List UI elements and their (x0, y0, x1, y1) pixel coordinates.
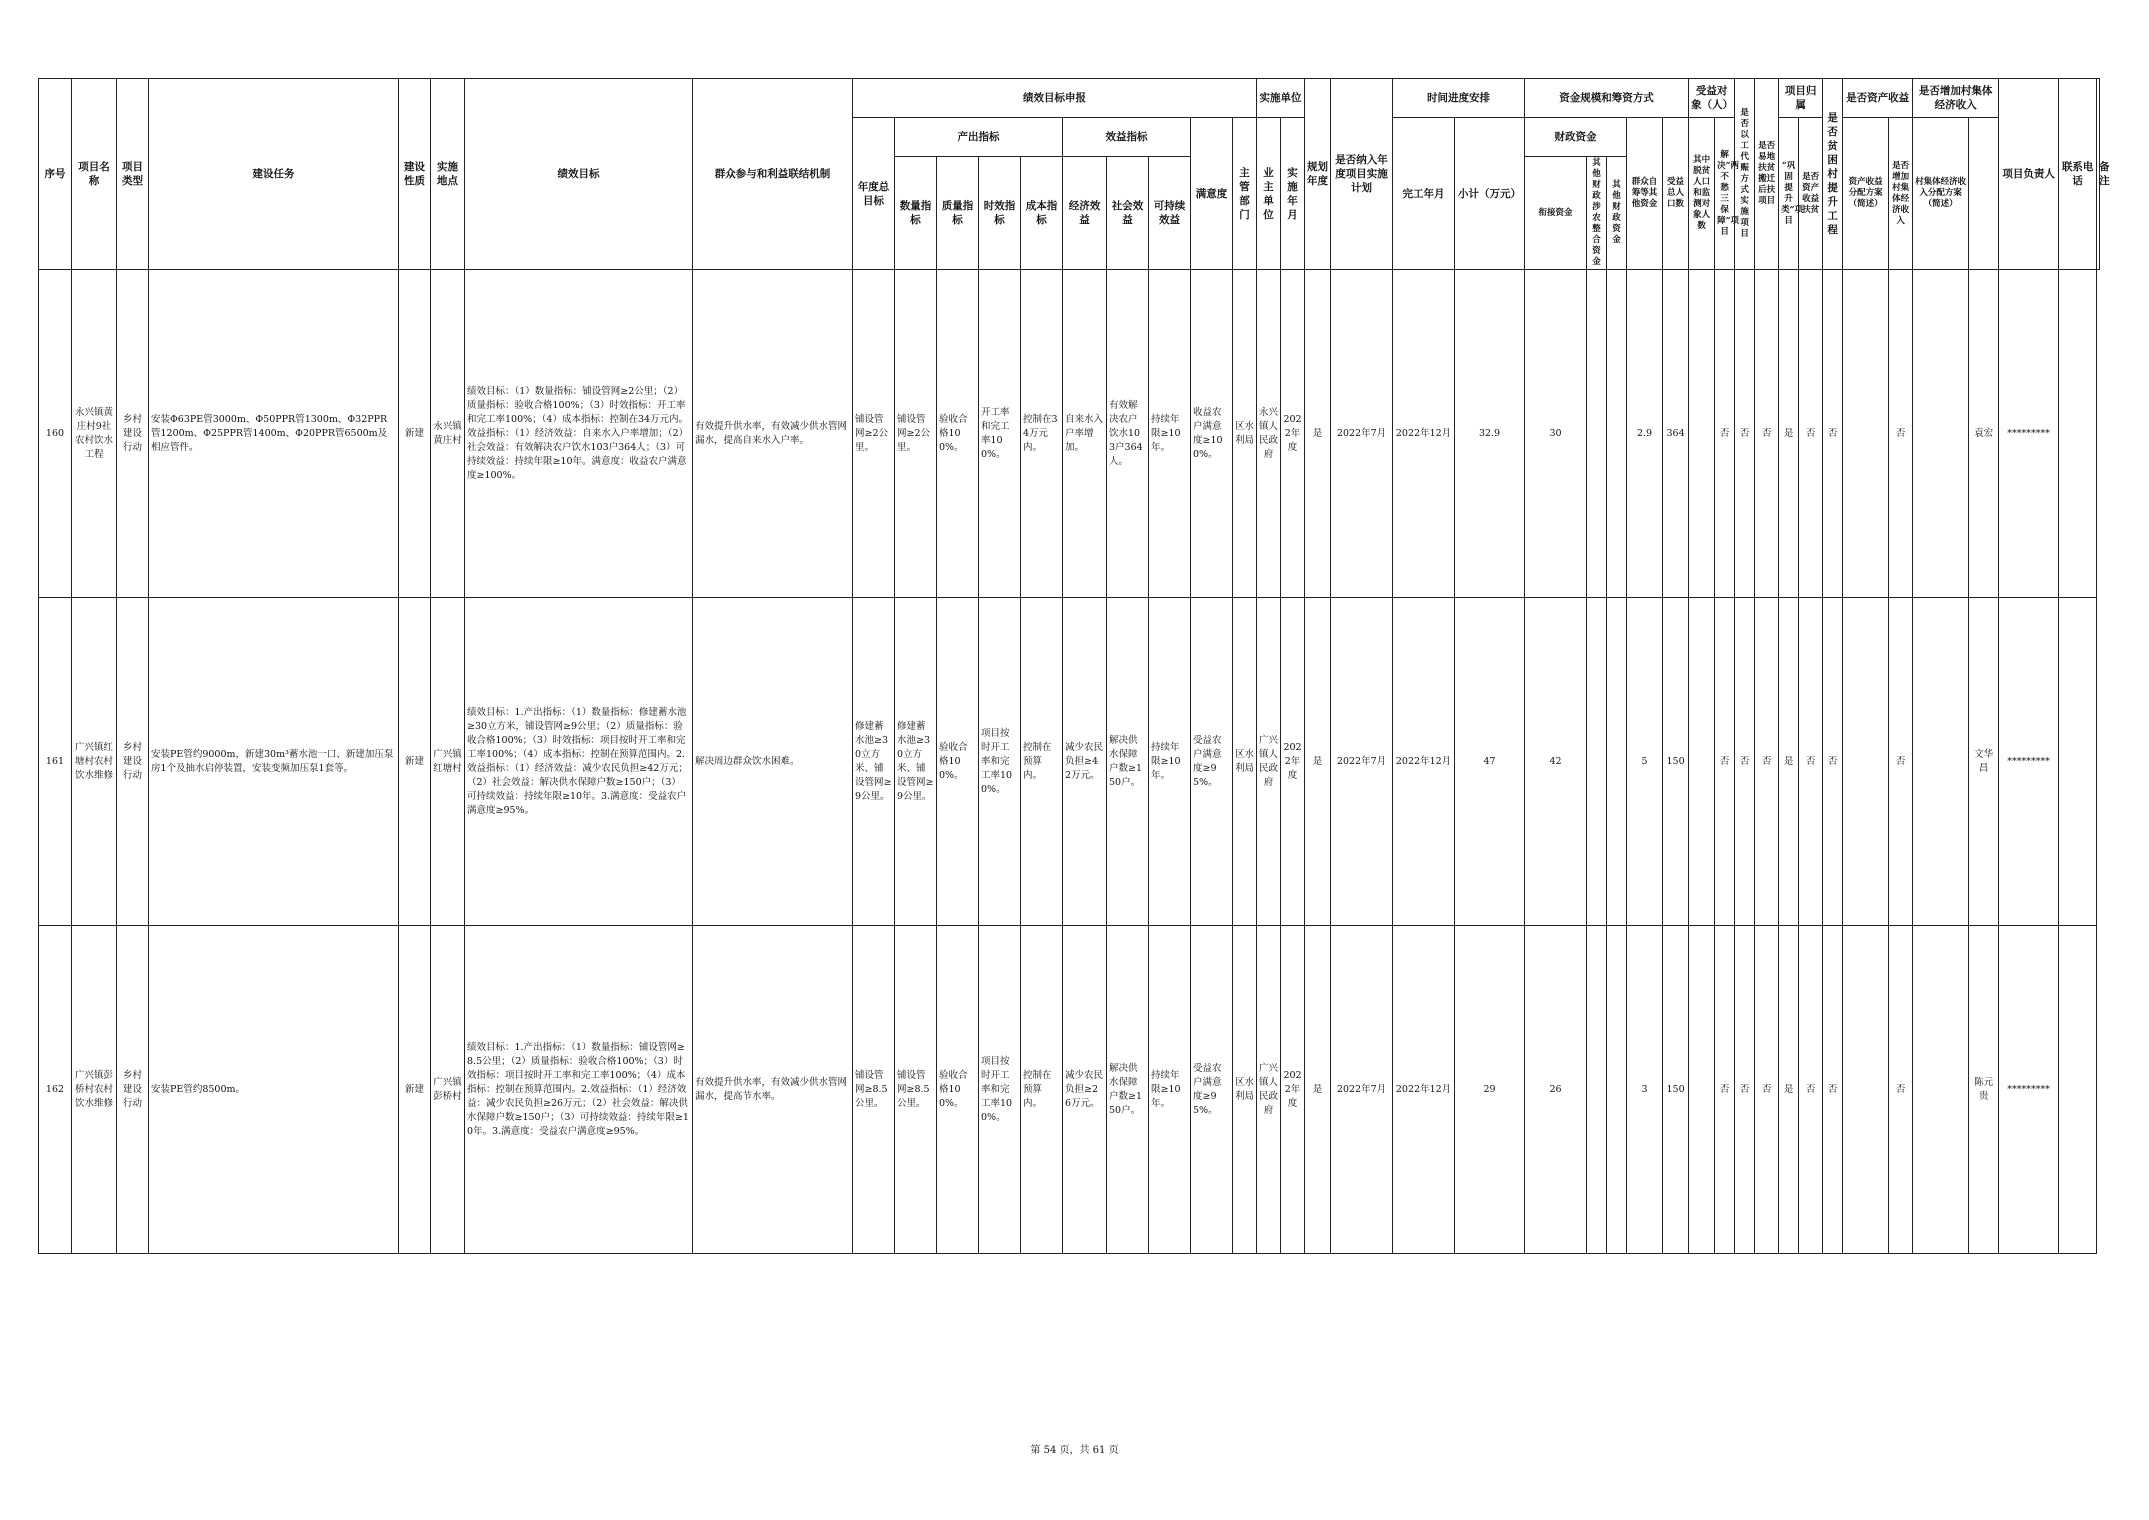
col-owner: 业主单位 (1257, 118, 1281, 270)
cell-location: 广兴镇红塘村 (431, 598, 465, 926)
cell-village-plan (1913, 598, 1969, 926)
cell-asset-plan (1843, 926, 1889, 1254)
cell-start: 2022年7月 (1331, 598, 1393, 926)
col-consolidate: “巩固提升类”项目 (1779, 118, 1799, 270)
col-perf-target: 绩效目标 (465, 79, 693, 270)
cell-two-no-worry: 否 (1755, 598, 1779, 926)
col-timeliness: 时效指标 (979, 157, 1021, 270)
group-village-income: 是否增加村集体经济收入 (1913, 79, 1999, 118)
cell-project-name: 广兴镇彭桥村农村饮水维修 (72, 926, 117, 1254)
col-other-fiscal: 其他财政资金 (1607, 157, 1627, 270)
cell-econ: 减少农民负担≥26万元。 (1063, 926, 1107, 1254)
cell-other-agri (1587, 598, 1607, 926)
cell-other-agri (1587, 926, 1607, 1254)
cell-work-relief: 否 (1715, 926, 1735, 1254)
col-finish: 完工年月 (1393, 118, 1455, 270)
cell-village-plan (1913, 270, 1969, 598)
col-relocation: 是否易地扶贫搬迁后扶项目 (1755, 79, 1779, 270)
cell-benef-monitor (1689, 270, 1715, 598)
cell-quality: 验收合格100%。 (937, 270, 979, 598)
cell-leader: 陈元贵 (1969, 926, 1999, 1254)
cell-phone: ********* (1999, 270, 2059, 598)
cell-start: 2022年7月 (1331, 926, 1393, 1254)
cell-econ: 减少农民负担≥42万元。 (1063, 598, 1107, 926)
col-location: 实施地点 (431, 79, 465, 270)
cell-perf-target: 绩效目标：1.产出指标：（1）数量指标：修建蓄水池≥30立方米，铺设管网≥9公里；（2）质量指标：验收合格100%；（3）时效指标：项目按时开工率和完工率100%；（4）成本指标：控制在预算范围内。2.效益指标：（1）经济效益：减少农民负担≥42万元；（2）社会效益：解决供水保障户数≥150户；（3）可持续效益：持续年限≥10年。3.满意度：受益农户满意度≥95%。 (465, 598, 693, 926)
cell-quality: 验收合格100%。 (937, 598, 979, 926)
cell-start: 2022年7月 (1331, 270, 1393, 598)
cell-benef-monitor (1689, 598, 1715, 926)
cell-timeliness: 项目按时开工率和完工率100%。 (979, 926, 1021, 1254)
col-annual-target: 年度总目标 (853, 118, 895, 270)
cell-sustain: 持续年限≥10年。 (1149, 926, 1191, 1254)
cell-relocation: 否 (1735, 598, 1755, 926)
col-two-no-worry: 解决“两不愁三保障”项目 (1715, 118, 1735, 270)
col-qty: 数量指标 (895, 157, 937, 270)
cell-benef-total: 364 (1663, 270, 1689, 598)
cell-cost: 控制在预算内。 (1021, 926, 1063, 1254)
cell-consolidate: 是 (1779, 270, 1799, 598)
cell-project-name: 永兴镇黄庄村9社农村饮水工程 (72, 270, 117, 598)
cell-work-relief: 否 (1715, 270, 1735, 598)
cell-asset-poverty: 否 (1823, 598, 1843, 926)
cell-relocation: 否 (1735, 270, 1755, 598)
cell-dept: 区水利局 (1233, 926, 1257, 1254)
cell-project-name: 广兴镇红塘村农村饮水维修 (72, 598, 117, 926)
cell-mechanism: 有效提升供水率，有效减少供水管网漏水，提高节水率。 (693, 926, 853, 1254)
cell-subtotal: 32.9 (1455, 270, 1525, 598)
col-sustain: 可持续效益 (1149, 157, 1191, 270)
cell-location: 广兴镇彭桥村 (431, 926, 465, 1254)
header-row-1 (39, 79, 2100, 118)
cell-qty: 铺设管网≥2公里。 (895, 270, 937, 598)
cell-mechanism: 有效提升供水率，有效减少供水管网漏水，提高自来水入户率。 (693, 270, 853, 598)
cell-seq: 162 (39, 926, 72, 1254)
col-asset-poverty: 是否资产收益扶贫 (1799, 118, 1823, 270)
cell-dept: 区水利局 (1233, 598, 1257, 926)
cell-village-plan (1913, 926, 1969, 1254)
col-work-relief: 是否以工代赈方式实施项目 (1735, 79, 1755, 270)
cell-connect-fund: 42 (1525, 598, 1587, 926)
cell-phone: ********* (1999, 926, 2059, 1254)
cell-sustain: 持续年限≥10年。 (1149, 270, 1191, 598)
cell-annual-target: 铺设管网≥2公里。 (853, 270, 895, 598)
col-in-plan: 是否纳入年度项目实施计划 (1331, 79, 1393, 270)
cell-mechanism: 解决周边群众饮水困难。 (693, 598, 853, 926)
cell-seq: 161 (39, 598, 72, 926)
cell-self-fund: 2.9 (1627, 270, 1663, 598)
cell-subtotal: 47 (1455, 598, 1525, 926)
cell-location: 永兴镇黄庄村 (431, 270, 465, 598)
cell-asset-plan (1843, 598, 1889, 926)
cell-self-fund: 5 (1627, 598, 1663, 926)
cell-task: 安装PE管约8500m。 (149, 926, 399, 1254)
group-perf-declare: 绩效目标申报 (853, 79, 1257, 118)
group-schedule: 时间进度安排 (1393, 79, 1525, 118)
col-task: 建设任务 (149, 79, 399, 270)
cell-benef-total: 150 (1663, 598, 1689, 926)
cell-benef-total: 150 (1663, 926, 1689, 1254)
cell-work-relief: 否 (1715, 598, 1735, 926)
col-phone: 联系电话 (2059, 79, 2097, 270)
cell-social: 有效解决农户饮水103户364人。 (1107, 270, 1149, 598)
cell-asset-poverty: 否 (1823, 926, 1843, 1254)
cell-satisfaction: 收益农户满意度≥100%。 (1191, 270, 1233, 598)
cell-other-fiscal (1607, 270, 1627, 598)
cell-leader: 文华昌 (1969, 598, 1999, 926)
table-body (39, 270, 2100, 1254)
page-number: 第 54 页，共 61 页 (1030, 1445, 1119, 1456)
col-poor-village: 是否贫困村提升工程 (1823, 79, 1843, 270)
cell-remarks (2059, 926, 2097, 1254)
cell-asset-poverty: 否 (1823, 270, 1843, 598)
cell-subtotal: 29 (1455, 926, 1525, 1254)
cell-village-income: 否 (1889, 926, 1913, 1254)
cell-satisfaction: 受益农户满意度≥95%。 (1191, 926, 1233, 1254)
col-mechanism: 群众参与和利益联结机制 (693, 79, 853, 270)
cell-project-type: 乡村建设行动 (117, 598, 149, 926)
cell-two-no-worry: 否 (1755, 926, 1779, 1254)
cell-cost: 控制在34万元内。 (1021, 270, 1063, 598)
cell-annual-target: 铺设管网≥8.5公里。 (853, 926, 895, 1254)
group-impl-unit: 实施单位 (1257, 79, 1305, 118)
group-funds: 资金规模和筹资方式 (1525, 79, 1689, 118)
col-remarks: 备注 (2097, 79, 2100, 270)
group-beneficiary: 受益对象（人） (1689, 79, 1735, 118)
cell-project-type: 乡村建设行动 (117, 926, 149, 1254)
cell-in-plan: 是 (1305, 926, 1331, 1254)
cell-connect-fund: 30 (1525, 270, 1587, 598)
cell-finish: 2022年12月 (1393, 270, 1455, 598)
group-asset-income: 是否资产收益 (1843, 79, 1913, 118)
cell-asset-plan (1843, 270, 1889, 598)
project-table (38, 78, 2110, 1254)
cell-consolidate: 是 (1779, 926, 1799, 1254)
cell-leader: 袁宏 (1969, 270, 1999, 598)
cell-econ: 自来水入户率增加。 (1063, 270, 1107, 598)
cell-poor-village: 否 (1799, 270, 1823, 598)
cell-phone: ********* (1999, 598, 2059, 926)
col-seq: 序号 (39, 79, 72, 270)
cell-dept: 区水利局 (1233, 270, 1257, 598)
cell-other-fiscal (1607, 926, 1627, 1254)
group-output: 产出指标 (895, 118, 1063, 157)
col-econ: 经济效益 (1063, 157, 1107, 270)
col-start: 实施年月 (1281, 118, 1305, 270)
cell-plan-year: 2022年度 (1281, 598, 1305, 926)
group-benefit: 效益指标 (1063, 118, 1191, 157)
cell-remarks (2059, 598, 2097, 926)
cell-project-type: 乡村建设行动 (117, 270, 149, 598)
cell-qty: 铺设管网≥8.5公里。 (895, 926, 937, 1254)
table-row (39, 270, 2100, 598)
cell-social: 解决供水保障户数≥150户。 (1107, 598, 1149, 926)
col-cost: 成本指标 (1021, 157, 1063, 270)
col-nature: 建设性质 (399, 79, 431, 270)
cell-in-plan: 是 (1305, 598, 1331, 926)
cell-perf-target: 绩效目标：1.产出指标：（1）数量指标：铺设管网≥8.5公里；（2）质量指标：验收合格100%；（3）时效指标：项目按时开工率和完工率100%；（4）成本指标：控制在预算范围内。2.效益指标：（1）经济效益：减少农民负担≥26万元；（2）社会效益：解决供水保障户数≥150户；（3）可持续效益：持续年限≥10年。3.满意度：受益农户满意度≥95%。 (465, 926, 693, 1254)
cell-village-income: 否 (1889, 598, 1913, 926)
cell-timeliness: 开工率和完工率100%。 (979, 270, 1021, 598)
cell-qty: 修建蓄水池≥30立方米、铺设管网≥9公里。 (895, 598, 937, 926)
cell-connect-fund: 26 (1525, 926, 1587, 1254)
cell-timeliness: 项目按时开工率和完工率100%。 (979, 598, 1021, 926)
col-self-fund: 群众自筹等其他资金 (1627, 118, 1663, 270)
cell-seq: 160 (39, 270, 72, 598)
cell-poor-village: 否 (1799, 926, 1823, 1254)
cell-nature: 新建 (399, 926, 431, 1254)
table-row (39, 926, 2100, 1254)
cell-annual-target: 修建蓄水池≥30立方米、铺设管网≥9公里。 (853, 598, 895, 926)
col-benef-total: 受益总人口数 (1663, 118, 1689, 270)
col-plan-year: 规划年度 (1305, 79, 1331, 270)
col-asset-plan: 资产收益分配方案（简述） (1843, 118, 1889, 270)
col-village-plan: 村集体经济收入分配方案（简述） (1913, 118, 1969, 270)
col-project-name: 项目名称 (72, 79, 117, 270)
cell-satisfaction: 受益农户满意度≥95%。 (1191, 598, 1233, 926)
cell-consolidate: 是 (1779, 598, 1799, 926)
col-project-type: 项目类型 (117, 79, 149, 270)
cell-remarks (2059, 270, 2097, 598)
cell-task: 安装Φ63PE管3000m、Φ50PPR管1300m、Φ32PPR管1200m、Φ25PPR管1400m、Φ20PPR管6500m及相应管件。 (149, 270, 399, 598)
col-subtotal: 小计（万元） (1455, 118, 1525, 270)
cell-benef-monitor (1689, 926, 1715, 1254)
cell-relocation: 否 (1735, 926, 1755, 1254)
col-quality: 质量指标 (937, 157, 979, 270)
group-fiscal: 财政资金 (1525, 118, 1627, 157)
col-village-income: 是否增加村集体经济收入 (1889, 118, 1913, 270)
cell-owner: 广兴镇人民政府 (1257, 926, 1281, 1254)
cell-plan-year: 2022年度 (1281, 926, 1305, 1254)
group-attribution: 项目归属 (1779, 79, 1823, 118)
cell-cost: 控制在预算内。 (1021, 598, 1063, 926)
cell-other-agri (1587, 270, 1607, 598)
col-dept: 主管部门 (1233, 118, 1257, 270)
cell-other-fiscal (1607, 598, 1627, 926)
col-other-agri: 其他财政涉农整合资金 (1587, 157, 1607, 270)
cell-finish: 2022年12月 (1393, 926, 1455, 1254)
cell-nature: 新建 (399, 270, 431, 598)
cell-task: 安装PE管约9000m，新建30m³蓄水池一口、新建加压泵房1个及抽水启停装置，安装变频加压泵1套等。 (149, 598, 399, 926)
cell-sustain: 持续年限≥10年。 (1149, 598, 1191, 926)
cell-owner: 广兴镇人民政府 (1257, 598, 1281, 926)
cell-nature: 新建 (399, 598, 431, 926)
table-row (39, 598, 2100, 926)
col-connect-fund: 衔接资金 (1525, 157, 1587, 270)
cell-village-income: 否 (1889, 270, 1913, 598)
col-satisfaction: 满意度 (1191, 118, 1233, 270)
cell-self-fund: 3 (1627, 926, 1663, 1254)
col-leader: 项目负责人 (1999, 79, 2059, 270)
cell-plan-year: 2022年度 (1281, 270, 1305, 598)
cell-in-plan: 是 (1305, 270, 1331, 598)
cell-two-no-worry: 否 (1755, 270, 1779, 598)
cell-quality: 验收合格100%。 (937, 926, 979, 1254)
cell-finish: 2022年12月 (1393, 598, 1455, 926)
cell-poor-village: 否 (1799, 598, 1823, 926)
col-benef-monitor: 其中脱贫人口和监测对象人数 (1689, 118, 1715, 270)
cell-social: 解决供水保障户数≥150户。 (1107, 926, 1149, 1254)
cell-perf-target: 绩效目标：（1）数量指标：铺设管网≥2公里；（2）质量指标：验收合格100%；（3）时效指标：开工率和完工率100%；（4）成本指标：控制在34万元内。效益指标：（1）经济效益：自来水入户率增加；（2）社会效益：有效解决农户饮水103户364人；（3）可持续效益：持续年限≥10年。满意度：收益农户满意度≥100%。 (465, 270, 693, 598)
project-table-sheet (38, 78, 2110, 1254)
cell-owner: 永兴镇人民政府 (1257, 270, 1281, 598)
col-social: 社会效益 (1107, 157, 1149, 270)
